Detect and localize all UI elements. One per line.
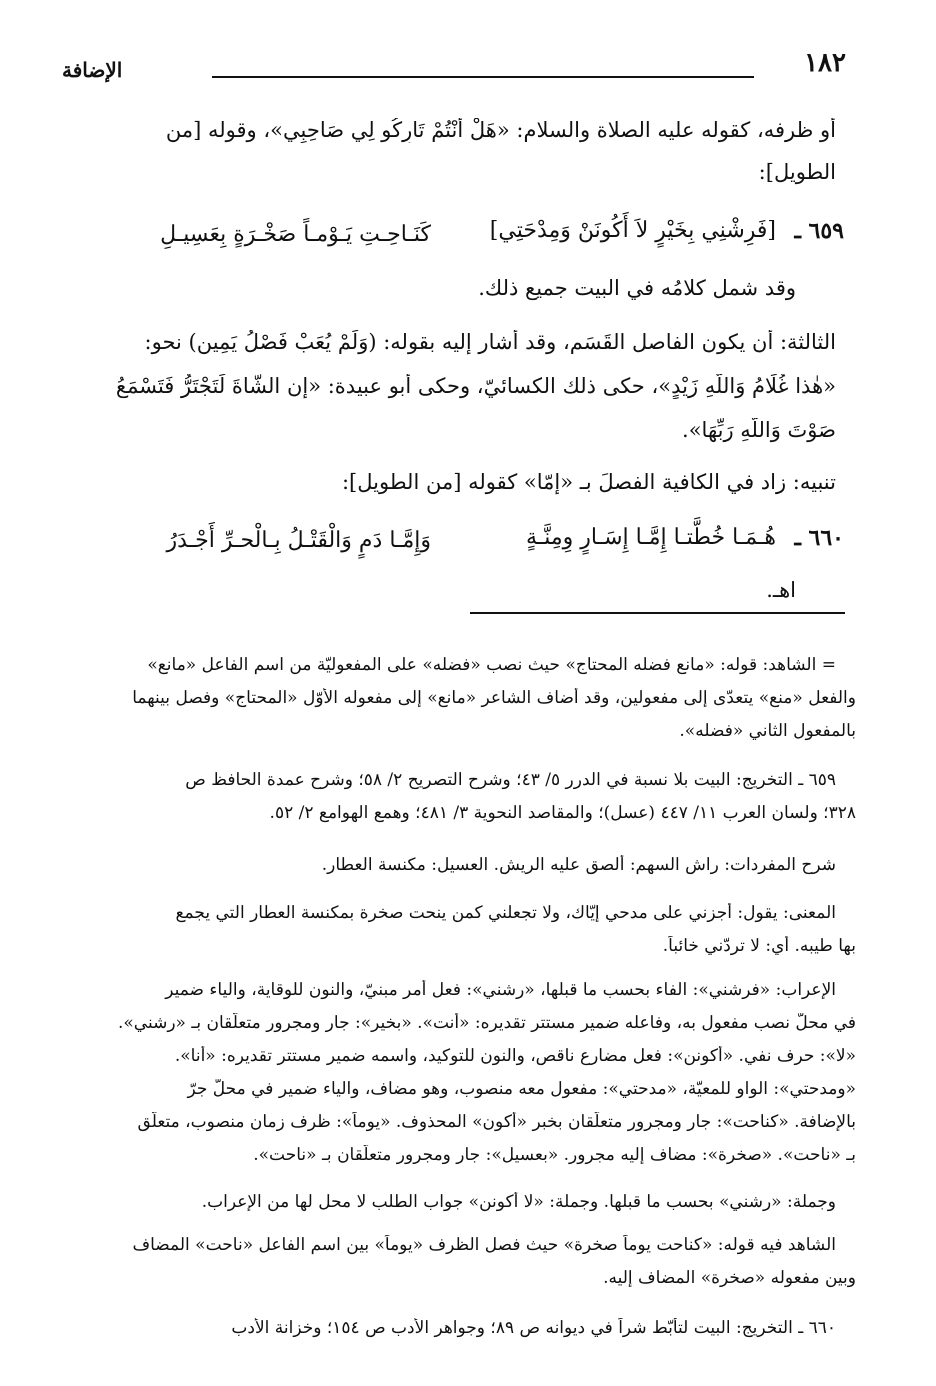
verse-first-hemistich: هُـمَـا خُطَّتـا إِمَّـا إِسَـارٍ وِمِنَّـةٍ: [526, 525, 776, 550]
page-number: ١٨٢: [804, 48, 846, 78]
main-line: أو ظرفه، كقوله عليه الصلاة والسلام: «هَلْ أَنْتُمْ تَارِكُو لِي صَاحِبِي»، وقوله [من: [165, 118, 836, 142]
footnote-line: ٦٦٠ ـ التخريج: البيت لتأبّط شراً في ديوانه ص ٨٩؛ وجواهر الأدب ص ١٥٤؛ وخزانة الأدب: [231, 1318, 836, 1338]
main-line: تنبيه: زاد في الكافية الفصلَ بـ «إمّا» كقوله [من الطويل]:: [341, 470, 836, 494]
running-title: الإضافة: [62, 58, 123, 82]
footnote-line: وبين مفعوله «صخرة» المضاف إليه.: [603, 1268, 856, 1288]
footnote-line: بالمفعول الثاني «فضله».: [679, 721, 856, 741]
footnote-line: الإعراب: «فرشني»: الفاء بحسب ما قبلها، «رشني»: فعل أمر مبنيّ، والنون للوقاية، والياء ضمير: [165, 980, 836, 1000]
main-line: الطويل]:: [758, 160, 836, 184]
main-line: «هٰذا غُلَامُ وَاللَّهِ زَيْدٍ»، حكى ذلك الكسائيّ، وحكى أبو عبيدة: «إن الشَّاةَ لَتَجْتَرُّ فَتَسْمَعُ: [115, 374, 836, 398]
footnote-rule: [470, 612, 845, 614]
footnote-line: ٣٢٨؛ ولسان العرب ١١/ ٤٤٧ (عسل)؛ والمقاصد النحوية ٣/ ٤٨١؛ وهمع الهوامع ٢/ ٥٢.: [269, 803, 856, 823]
footnote-line: المعنى: يقول: أجزني على مدحي إيّاك، ولا تجعلني كمن ينحت صخرة بمكنسة العطار التي يجمع: [175, 903, 836, 923]
footnote-line: بها طيبه. أي: لا تردّني خائباً.: [662, 936, 856, 956]
verse-number: ٦٥٩ ـ: [794, 218, 844, 244]
verse-number: ٦٦٠ ـ: [794, 525, 844, 551]
verse-second-hemistich: وَإِمَّـا دَمٍ وَالْقَتْـلُ بِـالْحـرِّ أَجْـدَرُ: [166, 528, 431, 553]
footnote-line: في محلّ نصب مفعول به، وفاعله ضمير مستتر تقديره: «أنت». «بخير»: جار ومجرور متعلّقان بـ «رشني».: [117, 1013, 856, 1033]
main-line: الثالثة: أن يكون الفاصل القَسَم، وقد أشار إليه بقوله: (وَلَمْ يُعَبْ فَصْلُ يَمِينٍ) نحو:: [144, 330, 836, 354]
header-rule: [212, 76, 754, 78]
footnote-line: بالإضافة. «كناحت»: جار ومجرور متعلّقان بخبر «أكون» المحذوف. «يوماً»: ظرف زمان منصوب، متعلّق: [137, 1112, 856, 1132]
verse-first-hemistich: [فَرِشْنِي بِخَيْرٍ لاَ أَكُونَنْ وَمِدْحَتِي]: [489, 218, 776, 243]
verse-second-hemistich: كَنَـاحِـتِ يَـوْمـاً صَخْـرَةٍ بِعَسِيـلِ: [160, 222, 431, 247]
main-line: وقد شمل كلامُه في البيت جميع ذلك.: [478, 276, 796, 300]
footnote-line: = الشاهد: قوله: «مانع فضله المحتاج» حيث نصب «فضله» على المفعوليّة من اسم الفاعل «مانع»: [147, 655, 836, 675]
footnote-line: ٦٥٩ ـ التخريج: البيت بلا نسبة في الدرر ٥/ ٤٣؛ وشرح التصريح ٢/ ٥٨؛ وشرح عمدة الحافظ ص: [185, 770, 836, 790]
footnote-line: «لا»: حرف نفي. «أكونن»: فعل مضارع ناقص، والنون للتوكيد، واسمه ضمير مستتر تقديره: «أنا».: [174, 1046, 856, 1066]
footnote-line: «ومدحتي»: الواو للمعيّة، «مدحتي»: مفعول معه منصوب، وهو مضاف، والياء ضمير في محلّ جرّ: [187, 1079, 856, 1099]
main-line: صَوْتَ وَاللَّهِ رَبِّهَا».: [682, 418, 836, 442]
page-header: [62, 48, 846, 82]
footnote-line: شرح المفردات: راش السهم: ألصق عليه الريش. العسيل: مكنسة العطار.: [321, 855, 836, 875]
footnote-line: والفعل «منع» يتعدّى إلى مفعولين، وقد أضاف الشاعر «مانع» إلى مفعوله الأوّل «المحتاج» وفصل بينهما: [132, 688, 856, 708]
footnote-line: الشاهد فيه قوله: «كناحت يوماً صخرة» حيث فصل الظرف «يوماً» بين اسم الفاعل «ناحت» المضاف: [132, 1235, 836, 1255]
main-line: اهـ.: [766, 578, 796, 602]
footnote-line: وجملة: «رشني» بحسب ما قبلها. وجملة: «لا أكونن» جواب الطلب لا محل لها من الإعراب.: [201, 1192, 836, 1212]
footnote-line: بـ «ناحت». «صخرة»: مضاف إليه مجرور. «بعسيل»: جار ومجرور متعلّقان بـ «ناحت».: [253, 1145, 856, 1165]
